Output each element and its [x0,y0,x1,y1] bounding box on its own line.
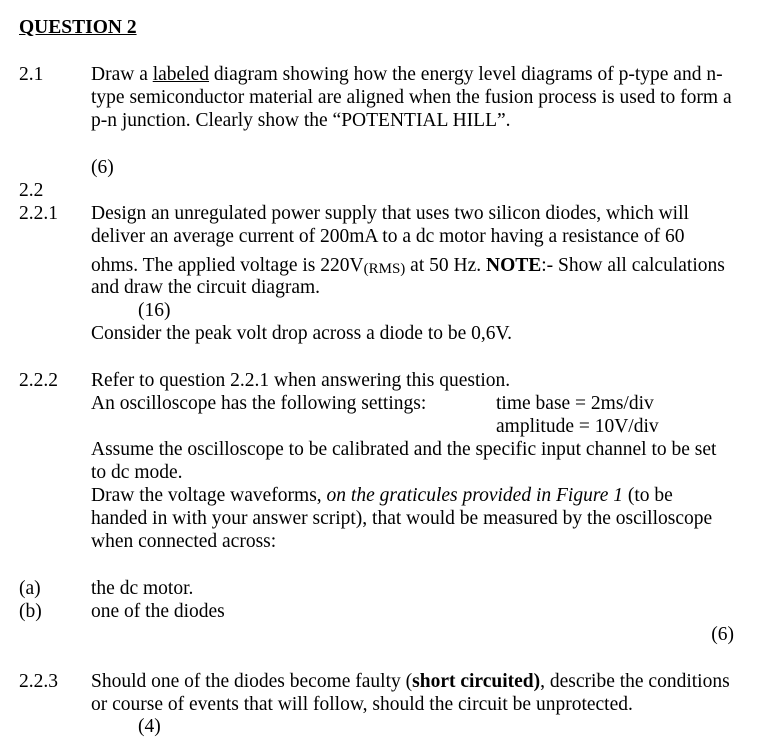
q2-1-line2: type semiconductor material are aligned when the fusion process is used to form a [91,87,732,108]
q2-2-2-line6: handed in with your answer script), that would be measured by the oscilloscope [91,508,713,529]
q2-2-3-marks: (4) [138,716,161,737]
figure-1-reference: on the graticules provided in Figure 1 [326,485,623,506]
q2-2-2-marks: (6) [711,624,734,645]
q2-2-2-number: 2.2.2 [19,370,58,391]
short-circuited-emphasis: short circuited) [412,671,541,692]
q2-2-1-line3: ohms. The applied voltage is 220V(RMS) at 50 Hz. NOTE:- Show all calculations [91,255,725,277]
rms-subscript: (RMS) [363,261,406,277]
q2-2-2-line1: Refer to question 2.2.1 when answering this question. [91,370,511,391]
q2-2-1-marks: (16) [138,300,171,321]
q2-2-1-line4: and draw the circuit diagram. [91,277,321,298]
q2-2-2-line5: Draw the voltage waveforms, on the graticules provided in Figure 1 (to be [91,485,673,506]
q2-2-3-line1: Should one of the diodes become faulty (short circuited), describe the conditions [91,671,730,692]
q2-2-1-line2: deliver an average current of 200mA to a dc motor having a resistance of 60 [91,226,685,247]
q2-1-line1: Draw a labeled diagram showing how the energy level diagrams of p-type and n- [91,64,723,85]
q2-2-2-line7: when connected across: [91,531,277,552]
q2-2-1-line5: Consider the peak volt drop across a diode to be 0,6V. [91,323,512,344]
item-b-label: (b) [19,601,42,622]
q2-1-line3: p-n junction. Clearly show the “POTENTIAL HILL”. [91,110,511,131]
note-label: NOTE [485,255,542,276]
q2-2-3-line2: or course of events that will follow, should the circuit be unprotected. [91,694,633,715]
labeled-underlined-word: labeled [152,64,210,85]
q2-1-number: 2.1 [19,64,44,85]
item-b-text: one of the diodes [91,601,225,622]
q2-2-1-line1: Design an unregulated power supply that uses two silicon diodes, which will [91,203,689,224]
item-a-text: the dc motor. [91,578,194,599]
item-a-label: (a) [19,578,41,599]
q2-2-1-number: 2.2.1 [19,203,58,224]
q2-1-marks: (6) [91,157,114,178]
q2-2-2-line2: An oscilloscope has the following settings: [91,393,427,414]
question-title: QUESTION 2 [19,17,137,38]
time-base-setting: time base = 2ms/div [496,393,654,414]
q2-2-2-line4: to dc mode. [91,462,183,483]
q2-2-2-line3: Assume the oscilloscope to be calibrated and the specific input channel to be set [91,439,717,460]
q2-2-3-number: 2.2.3 [19,671,58,692]
q2-2-number: 2.2 [19,180,44,201]
amplitude-setting: amplitude = 10V/div [496,416,659,437]
